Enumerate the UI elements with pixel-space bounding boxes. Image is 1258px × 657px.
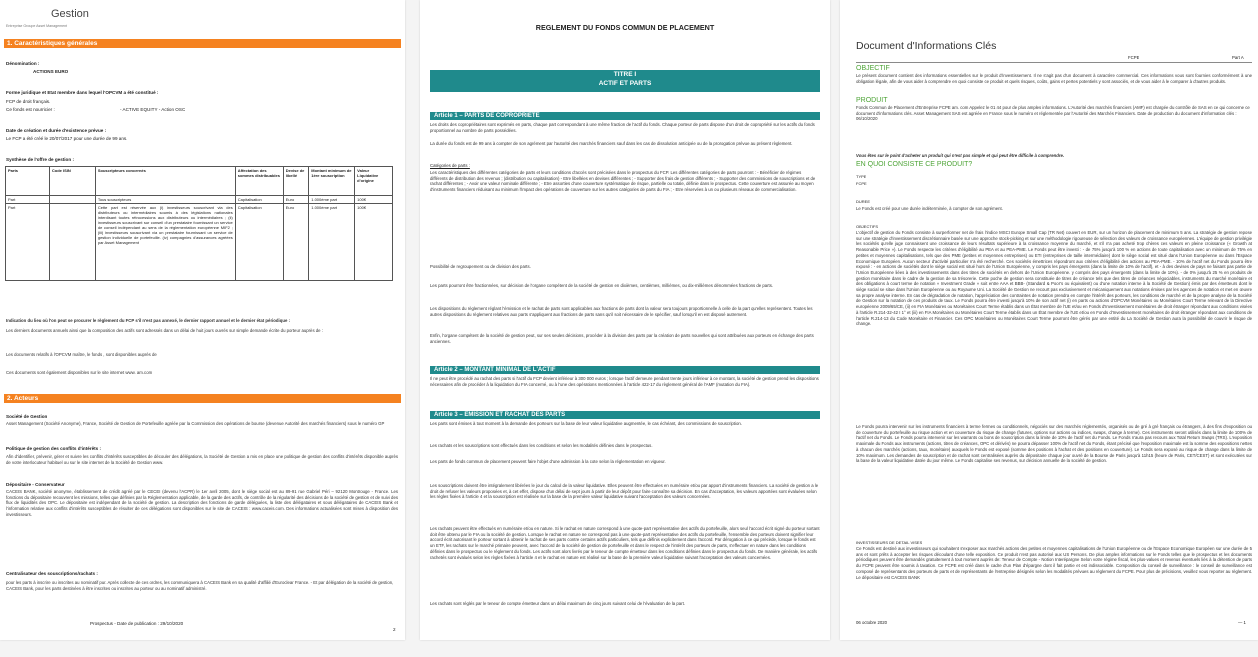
type-label: TYPE xyxy=(856,174,867,179)
table-cell xyxy=(49,196,95,204)
table-header-cell: Valeur Liquidative d'origine xyxy=(355,167,393,196)
dic-page xyxy=(840,0,1258,640)
section-title: 1. Caractéristiques générales xyxy=(4,39,401,48)
titre-banner xyxy=(430,70,820,92)
section-heading: OBJECTIF xyxy=(856,65,890,72)
header-product: FCPE xyxy=(1128,55,1140,60)
article-heading: Article 2 – MONTANT MINIMAL DE L'ACTIF xyxy=(430,366,820,374)
titre-label: TITRE I xyxy=(613,71,637,78)
produit-text: Fonds Commun de Placement d'Entreprise FCPE am. com Appelez le 01 44 pour de plus amples informations. L'Autorité des marchés financiers (AMF) est chargée du contrôle de SAS en ce qui concerne ce document d'informations clés. Asset Management SAS est agréée en France sous le numéro et réglementée par l'Autorité des Marchés Financiers. Date de production du document d'information clés : 06/10/2020 xyxy=(856,105,1250,122)
indication-label: Indication du lieu où l'on peut se procurer le règlement du FCP s'il n'est pas annexé, le dernier rapport annuel et le dernier état périodique : xyxy=(6,318,291,323)
table-cell xyxy=(49,204,95,281)
depositaire-text: CACEIS BANK, société anonyme, établissement de crédit agréé par le CECEI (devenu l'ACPR) le 1er avril 2005, dont le siège social est au 89-91 rue Gabriel Péri – 92120 Montrouge - France. Les fonctions du dépositaire recouvrent les missions, telles que définies par la Réglementation applicable, de la garde des actifs, de contrôle de la régularité des décisions de la société de gestion et de suivi des flux de liquidités des OPC. Le dépositaire est indépendant de la société de gestion. La description des fonctions de garde déléguées, la liste des délégataires et sous délégataires de CACEIS Bank et l'information relative aux conflits d'intérêts susceptibles de résulter de ces délégations sont disponibles sur le site de CACEIS : www.caceis.com. Des informations actualisées sont mises à disposition des investisseurs. xyxy=(6,489,398,517)
indication-text: Les derniers documents annuels ainsi que la composition des actifs sont adressés dans un délai de huit jours ouvrés sur simple demande écrite du porteur auprès de : xyxy=(6,328,323,333)
investisseurs-label: INVESTISSEURS DE DETAIL VISES xyxy=(856,540,923,545)
table-header-cell: Parts xyxy=(6,167,50,196)
article-text: Les rachats et les souscriptions sont effectués dans les conditions et selon les modalités définies dans le prospectus. xyxy=(430,443,653,448)
article-text: Les rachats peuvent être effectués en numéraire et/ou en nature. Si le rachat en nature correspond à une quote-part représentative des actifs du portefeuille, alors seul l'accord écrit signé du porteur sortant doit être obtenu par le FIA ou la société de gestion. Lorsque le rachat en nature ne correspond pas à une quote-part représentative des actifs du portefeuille, l'ensemble des porteurs doivent signifier leur accord écrit autorisant le porteur sortant à obtenir le rachat de ses parts contre certains actifs particuliers, tels que définis explicitement dans l'accord. Par dérogation à ce qui précède, lorsque le fonds est un ETF, les rachats sur le marché primaire peuvent, avec l'accord de la société de gestion de portefeuille et dans le respect de l'intérêt des porteurs de parts, s'effectuer en nature dans les conditions définies dans le prospectus ou le règlement du fonds. Les actifs sont alors livrés par le teneur de compte émetteur dans les conditions définies dans le prospectus du fonds. De manière générale, les actifs rachetés sont évalués selon les règles fixées à l'article 4 et le rachat en nature est réalisé sur la base de la première valeur liquidative suivant l'acceptation des valeurs concernées. xyxy=(430,526,820,560)
categories-text: Les caractéristiques des différentes catégories de parts et leurs conditions d'accès sont précisées dans le prospectus du FCP. Les différentes catégories de parts pourront : - Bénéficier de régimes différents de distribution des revenus ; (distribution ou capitalisation) - Etre libellées en devises différentes ; - Supporter des frais de gestion différents ; - Supporter des commissions de souscriptions et de rachat différentes ; - Avoir une valeur nominale différente ; - Etre assorties d'une couverture systématique de risque, partielle ou totale, définie dans le prospectus. Cette couverture est assurée au moyen d'instruments financiers réduisant au minimum l'impact des opérations de couverture sur les autres catégories de parts du FIA ; - Etre réservées à un ou plusieurs réseaux de commercialisation. xyxy=(430,170,816,193)
forme-line: - ACTIVE EQUITY - Action OSC xyxy=(120,107,186,112)
forme-line: Ce fonds est nourricier : xyxy=(6,107,55,112)
objectifs-text: L'objectif de gestion du Fonds consiste à surperformer net de frais l'indice MSCI Europe Small Cap (TR Net) couvert en EUR, sur un horizon de placement de minimum 5 ans. La stratégie de gestion repose sur une stratégie d'investissement discrétionnaire basée sur une approche stock-picking et sur une méthodologie rigoureuse de sélection des valeurs de croissance européennes. L'équipe de gestion privilégie les sociétés qu'elle juge connaissent une croissance de leurs résultats supérieure à la croissance moyenne du marché, et s'il n'a pas acheté trop chères ces valeurs en pleine croissance (« Growth at Reasonable Price »). Le Fonds respecte les critères d'éligibilité au PEA et au PEA-PME. Le Fonds peut être investi : - de 75% jusqu'à 100 % en actions de toute capitalisation avec un minimum de 75% en petites et moyennes capitalisations, tels que des PME (petites et moyennes entreprises) ou ETI (entreprises de taille intermédiaire) dont le siège social est situé dans l'Union Européenne ou dans l'Espace Economique Européen. Aucun secteur d'activité particulier n'a été recherché. Ces sociétés émettrices répondront aux critères d'éligibilité des actions au PEA-PME. - 10% de l'actif net du Fonds pourra être exposé : - en actions de sociétés dont le siège social est situé hors de l'Union Européenne, y compris les pays émergents (dans la limite de 10% de l'actif), et - à des devises de pays ne faisant pas partie de l'Union Européenne liées à des investissements dans des titres de sociétés en dehors de l'Union Européenne. y compris des pays émergents (dans la limite de 10%). - de 0% jusqu'à 25 % en produits de gestion monétaire dans le cadre de la gestion de sa trésorerie. Cette poche de gestion sera constituée de titres de créance tels que des titres de créances négociables, instruments du marché monétaire et des obligations à court terme de notation « Investment Grade » soit entre AAA et BBB- (Standard & Poor's ou équivalent) ou d'une notation interne à la Société de Gestion) émis par des émetteurs dont le siège social se situe dans l'Union Européenne ou au Royaume Uni. La Société de Gestion ne recourt pas exclusivement et mécaniquement aux notations émises par les agences de notation et met en œuvre sa propre analyse interne. En cas de dégradation de notation, l'appréciation des contraintes de notation prendra en compte l'intérêt des porteurs, les conditions de marché et de la propre analyse de la Société de Gestion sur la notation de ces produits de taux. Le Fonds pourra être investi jusqu'à 10% de son actif net (i) en parts ou actions d'OPCVM Monétaires ou Monétaires Court Terme relevant de la Directive européenne 2009/65/CE, (ii) en FIA Monétaires ou Monétaires Court Terme établis dans un État membre de l'UE et/ou en Fonds d'Investissement monétaires de droit étranger répondant aux conditions visées à l'article R.214-32-42 I 1° et (iii) en FIA Monétaires ou Monétaires Court Terme établis dans un État membre de l'UE et/ou en Fonds d'Investissement monétaires de droit étranger répondant aux conditions de l'article R.214-13 du Code Monétaire et Financier. Ces OPC Monétaires ou Monétaires Court Terme pourront être gérés par une entité du La Société de Gestion aura la possibilité de couvrir le risque de change. xyxy=(856,230,1252,327)
article-text: La durée du fonds est de 99 ans à compter de son agrément par l'autorité des marchés financiers sauf dans les cas de dissolution anticipée ou de la prorogation prévue au présent règlement. xyxy=(430,141,793,146)
header-title: Gestion xyxy=(51,8,89,20)
page-title: Document d'Informations Clés xyxy=(856,40,997,52)
sg-text: Asset Management (Société Anonyme), France, Société de Gestion de Portefeuille agréée par la Commission des opérations de bourse (devenue Autorité des marchés financiers) sous le numéro GP xyxy=(6,421,385,426)
centralisateur-label: Centralisateur des souscriptions/rachats : xyxy=(6,571,98,576)
denomination-label: Dénomination : xyxy=(6,61,40,66)
conflits-text: Afin d'identifier, prévenir, gérer et suivre les conflits d'intérêts susceptibles de découler des délégations, la Société de Gestion a mis en place une politique de gestion des conflits d'intérêts disponible auprès de votre interlocuteur habituel ou sur le site internet de la Société de Gestion www. xyxy=(6,454,398,465)
table-cell: Cette part est réservée aux (i) investisseurs souscrivant via des distributeurs ou intermédiaires soumis à des législations nationales interdisant toutes rétrocessions aux distributeurs ou intermédiaires ; (ii) investisseurs souscrivant sur conseil d'un prestataire fournissant un service de conseil indépendant au sens de la réglementation européenne MIF2 ; (iii) investisseurs souscrivant via un prestataire fournissant un service de gestion individuelle de portefeuille. (iv) compagnies d'assurances agréées par Asset Management xyxy=(95,204,235,281)
section-title: 2. Acteurs xyxy=(4,394,401,403)
table-cell: Tous souscripteurs xyxy=(95,196,235,204)
table-cell: Euro xyxy=(283,204,309,281)
denomination-value: ACTIONS EURO xyxy=(33,69,69,74)
objectifs-text: Le Fonds pourra intervenir sur les instruments financiers à terme fermes ou conditionnels, négociés sur des marchés réglementés, organisés ou de gré à gré français ou étrangers, à des fins d'exposition ou de couverture du portefeuille au risque action et en couverture du risque de change (futures, options sur actions ou indices, swaps, change à terme). Ces instruments seront utilisés dans la limite de 100% de l'actif net du Fonds. Le Fonds pourra intervenir sur les warrants ou bons de souscription dans la limite de 10% de l'actif net du Fonds. Le Fonds n'aura pas recours aux Total Return Swaps (TRS). L'exposition maximale du Fonds aux instruments (actions, titres de créances, OPC et dérivés) ne pourra dépasser 100% de l'actif net du Fonds, étant précisé que l'exposition maximale est la somme des expositions nettes à chacun des marchés (actions, taux, monétaire) auxquels le Fonds est exposé (somme des positions à l'achat et des positions en couverture). Le Fonds sera exposé au risque de change dans la limite de 10% maximum. Les demandes de souscription et de rachat sont centralisées auprès du dépositaire chaque jour ouvré de la Bourse de Paris jusqu'à 11h15 (heure de Paris, CET/CEST) et sont exécutées sur la base de la valeur liquidative datée du jour même. Le Fonds capitalise ses revenus, sur décision annuelle de la société de gestion. xyxy=(856,424,1252,464)
table-header-cell: Devise de libellé xyxy=(283,167,309,196)
objectifs-label: OBJECTIFS xyxy=(856,224,879,229)
page-footer: Prospectus - Date de publication : 29/10/2020 xyxy=(90,621,184,626)
investisseurs-text: Ce Fonds est destiné aux investisseurs qui souhaitent s'exposer aux marchés actions des petites et moyennes capitalisations de l'Union Européenne ou de l'Espace Economique Européen sur une durée de 5 ans et sont prêts à accepter les risques découlant d'une telle exposition. Ce produit n'est pas autorisé aux US Persons. De plus amples informations sur le Fonds telles que le prospectus et les documents périodiques peuvent être demandés gratuitement à tout moment auprès de: Teneur de Compte - Notion Interépargne Selon votre régime fiscal, les plus-values et revenus éventuels liés à la détention de parts du FCPE peuvent être soumis à taxation. Ce FCPE est créé dans le cadre d'un Plan d'épargne dont il fait partie et est indissociable. Composition du conseil de surveillance : le conseil de surveillance est composé de représentants des porteurs de parts et de représentants de l'entreprise désignés selon les modalités prévues au règlement du FCPE. Pour plus de précisions, veuillez vous reporter au règlement. Le dépositaire est CACEIS BANK xyxy=(856,546,1252,580)
offer-table xyxy=(5,166,393,281)
table-cell: Part xyxy=(6,196,50,204)
duree-text: Le Fonds est créé pour une durée indéterminée, à compter de son agrément. xyxy=(856,206,1003,211)
table-header-row xyxy=(6,167,393,196)
page-number: — 1 xyxy=(1238,620,1246,625)
sg-label: Société de Gestion xyxy=(6,414,48,419)
article-text: Il ne peut être procédé au rachat des parts si l'actif du FCP devient inférieur à 300 000 euros ; lorsque l'actif demeure pendant trente jours inférieur à ce montant, la société de gestion prend les dispositions nécessaires afin de procéder à la liquidation du FIA concerné, ou à l'une des opérations mentionnées à l'article 422-17 du règlement général de l'AMF (mutation du FIA). xyxy=(430,376,819,387)
forme-line: FCP de droit français. xyxy=(6,99,51,104)
table-cell: Capitalisation xyxy=(235,204,283,281)
synthese-label: Synthèse de l'offre de gestion : xyxy=(6,157,74,162)
objectif-text: Le présent document contient des informations essentielles sur le produit d'investissement. Il ne s'agit pas d'un document à caractère commercial. Ces informations vous sont fournies conformément à une obligation légale, afin de vous aider à comprendre en quoi consiste ce produit et quels risques, coûts, gains et pertes potentiels y sont associés, et de vous aider à le comparer à d'autres produits. xyxy=(856,73,1252,84)
table-cell: Capitalisation xyxy=(235,196,283,204)
article-text: Les souscriptions doivent être intégralement libérées le jour du calcul de la valeur liquidative. Elles peuvent être effectuées en numéraire et/ou par apport d'instruments financiers. La société de gestion a le droit de refuser les valeurs proposées et, à cet effet, dispose d'un délai de sept jours à partir de leur dépôt pour faire connaître sa décision. En cas d'acceptation, les valeurs apportées sont évaluées selon les règles fixées à l'article 4 et la souscription est réalisée sur la base de la première valeur liquidative suivant l'acceptation des valeurs concernées. xyxy=(430,483,819,500)
conflits-label: Politique de gestion des conflits d'intérêts : xyxy=(6,446,102,451)
header-part: Part A xyxy=(1232,55,1244,60)
documents-line: Ces documents sont également disponibles sur le site internet www. am.com xyxy=(6,370,153,375)
table-header-cell: Affectation des sommes distribuables xyxy=(235,167,283,196)
prospectus-page xyxy=(0,0,405,640)
article-text: Les dispositions du règlement réglant l'émission et le rachat de parts sont applicables aux fractions de parts dont la valeur sera toujours proportionnelle à celle de la part qu'elles représentent. Toutes les autres dispositions du règlement relatives aux parts s'appliquent aux fractions de parts sans qu'il soit nécessaire de le spécifier, sauf lorsqu'il en est disposé autrement. xyxy=(430,306,813,317)
duree-label: DUREE xyxy=(856,199,871,204)
article-text: Les parts de fonds commun de placement peuvent faire l'objet d'une admission à la cote selon la réglementation en vigueur. xyxy=(430,459,666,464)
table-cell: 100€ xyxy=(355,204,393,281)
section-heading: PRODUIT xyxy=(856,97,888,104)
table-cell: 1.000ème part xyxy=(309,204,355,281)
article-text: Les rachats sont réglés par le teneur de compte émetteur dans un délai maximum de cinq jours suivant celui de l'évaluation de la part. xyxy=(430,601,685,606)
article-heading: Article 1 – PARTS DE COPROPRIETE xyxy=(430,112,820,120)
table-header-cell: Souscripteurs concernés xyxy=(95,167,235,196)
date-label: Date de création et durée d'existence prévue : xyxy=(6,128,107,133)
table-cell: 100€ xyxy=(355,196,393,204)
titre-sub: ACTIF ET PARTS xyxy=(598,79,652,87)
article-text: Enfin, l'organe compétent de la société de gestion peut, sur ses seules décisions, procéder à la division des parts par la création de parts nouvelles qui sont attribuées aux porteurs en échange des parts anciennes. xyxy=(430,333,814,344)
table-row xyxy=(6,204,393,281)
footer-date: 06 octobre 2020 xyxy=(856,620,888,625)
date-value: Le FCP a été créé le 20/07/2017 pour une durée de 99 ans. xyxy=(6,136,128,141)
table-header-cell: Code ISIN xyxy=(49,167,95,196)
article-text: Les parts pourront être fractionnées, sur décision de l'organe compétent de la société de gestion en dixièmes, centièmes, millièmes, ou dix-millièmes dénommées fractions de parts. xyxy=(430,283,774,288)
page-number: 2 xyxy=(393,627,396,632)
article-text: Les droits des copropriétaires sont exprimés en parts, chaque part correspondant à une même fraction de l'actif du fonds. Chaque porteur de parts dispose d'un droit de copropriété sur les actifs du fonds proportionnel au nombre de parts possédées. xyxy=(430,122,815,133)
article-text: Possibilité de regroupement ou de division des parts. xyxy=(430,264,531,269)
table-cell: Part xyxy=(6,204,50,281)
centralisateur-text: pour les parts à inscrire ou inscrites au nominatif pur. Après collecte de ces ordres, les communiquera à CACEIS Bank en sa qualité d'affilié d'Euroclear France. - Et par délégation de la société de gestion, CACEIS Bank, pour les parts destinées à être inscrites ou inscrites au porteur ou au nominatif administré. xyxy=(6,580,394,591)
table-cell: Euro xyxy=(283,196,309,204)
reglement-page xyxy=(420,0,830,640)
type-value: FCPE xyxy=(856,181,867,186)
documents-line: Les documents relatifs à l'OPCVM maître, le fonds , sont disponibles auprès de xyxy=(6,352,157,357)
categories-label: Catégories de parts : xyxy=(430,163,470,168)
header-divider xyxy=(856,62,1252,63)
produit-warning: Vous êtes sur le point d'acheter un produit qui n'est pas simple et qui peut être difficile à comprendre. xyxy=(856,153,1065,158)
article-heading: Article 3 – EMISSION ET RACHAT DES PARTS xyxy=(430,411,820,419)
table-row xyxy=(6,196,393,204)
header-subtitle: Entreprise Groupe Asset Management xyxy=(6,24,68,28)
article-text: Les parts sont émises à tout moment à la demande des porteurs sur la base de leur valeur liquidative augmentée, le cas échéant, des commissions de souscription. xyxy=(430,421,742,426)
depositaire-label: Dépositaire - Conservateur xyxy=(6,482,65,487)
forme-label: Forme juridique et Etat membre dans lequel l'OPCVM a été constitué : xyxy=(6,90,159,95)
page-title: REGLEMENT DU FONDS COMMUN DE PLACEMENT xyxy=(535,23,715,32)
table-cell: 1.000ème part xyxy=(309,196,355,204)
section-heading: EN QUOI CONSISTE CE PRODUIT? xyxy=(856,161,973,168)
table-header-cell: Montant minimum de 1ère souscription xyxy=(309,167,355,196)
